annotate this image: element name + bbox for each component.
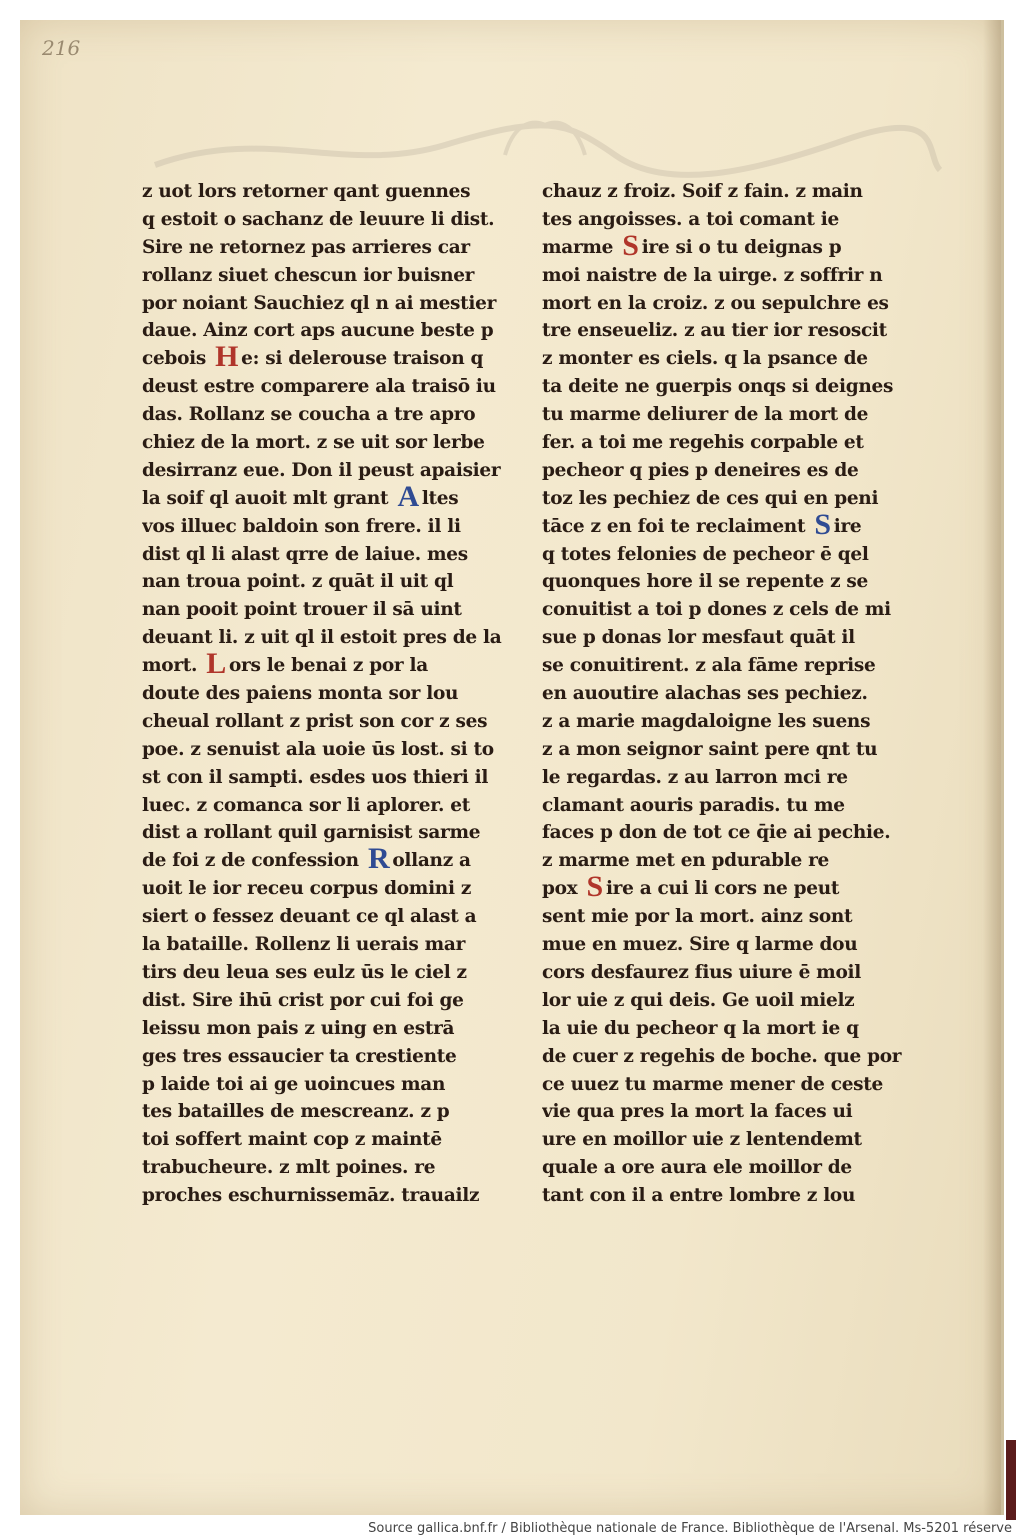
text-line [542, 178, 912, 206]
rubricated-initial: L [206, 652, 227, 681]
line-text: ta deite ne guerpis onqs si deignes [542, 376, 894, 398]
line-text: pecheor q pies p deneires es de [542, 459, 859, 481]
text-line [542, 1098, 912, 1126]
line-text: quale a ore aura ele moillor de [542, 1157, 852, 1179]
text-line [542, 373, 912, 401]
line-text: moi naistre de la uirge. z soffrir n [542, 264, 883, 286]
line-text: ure en moillor uie z lentendemt [542, 1129, 862, 1151]
text-column-left [142, 178, 512, 1210]
text-line [542, 847, 912, 875]
line-text: leissu mon pais z uing en estrā [142, 1017, 455, 1039]
text-line [142, 624, 512, 652]
line-text: ire [833, 515, 862, 537]
line-text: nan pooit point trouer il sā uint [142, 599, 462, 621]
text-line [542, 931, 912, 959]
line-text: ges tres essaucier ta crestiente [142, 1045, 457, 1067]
line-text: chiez de la mort. z se uit sor lerbe [142, 432, 485, 454]
line-text: toi soffert maint cop z maintē [142, 1129, 442, 1151]
text-line [142, 206, 512, 234]
line-prefix: de foi z de confession [142, 850, 365, 872]
rubricated-initial: S [622, 233, 639, 262]
line-text: st con il sampti. esdes uos thieri il [142, 766, 489, 788]
text-line [542, 1182, 912, 1210]
text-line [542, 652, 912, 680]
text-line [542, 568, 912, 596]
line-text: por noiant Sauchiez ql n ai mestier [142, 292, 497, 314]
text-line [142, 513, 512, 541]
line-text: tirs deu leua ses eulz ūs le ciel z [142, 961, 467, 983]
line-text: desirranz eue. Don il peust apaisier [142, 459, 501, 481]
text-line [542, 903, 912, 931]
text-line [142, 736, 512, 764]
text-line [542, 401, 912, 429]
text-line [142, 1098, 512, 1126]
line-text: z a marie magdaloigne les suens [542, 710, 871, 732]
text-line [142, 1043, 512, 1071]
line-prefix: la soif ql auoit mlt grant [142, 487, 395, 509]
text-line [142, 764, 512, 792]
line-text: de cuer z regehis de boche. que por [542, 1045, 902, 1067]
gutter-shadow [983, 20, 1001, 1515]
text-line [542, 1126, 912, 1154]
line-text: proches eschurnissemāz. trauailz [142, 1185, 480, 1207]
line-text: le regardas. z au larron mci re [542, 766, 848, 788]
line-text: tu marme deliurer de la mort de [542, 404, 869, 426]
line-text: tes angoisses. a toi comant ie [542, 208, 839, 230]
text-line [542, 819, 912, 847]
text-line [542, 596, 912, 624]
line-text: z marme met en pdurable re [542, 850, 829, 872]
line-text: dist ql li alast qrre de laiue. mes [142, 543, 468, 565]
line-text: la bataille. Rollenz li uerais mar [142, 934, 466, 956]
line-text: chauz z froiz. Soif z fain. z main [542, 181, 863, 202]
rubricated-initial: S [586, 875, 603, 904]
line-text: ors le benai z por la [229, 655, 428, 677]
line-text: p laide toi ai ge uoincues man [142, 1073, 446, 1095]
line-text: z uot lors retorner qant guennes [142, 181, 471, 202]
line-text: clamant aouris paradis. tu me [542, 794, 845, 816]
text-line [142, 819, 512, 847]
rubricated-initial: R [367, 847, 390, 876]
text-line [142, 1126, 512, 1154]
line-text: daue. Ainz cort aps aucune beste p [142, 320, 494, 342]
text-line [142, 959, 512, 987]
line-text: ire si o tu deignas p [641, 236, 842, 258]
text-line [542, 457, 912, 485]
text-line [542, 317, 912, 345]
text-line [542, 345, 912, 373]
rubricated-initial: S [814, 512, 831, 541]
line-text: cors desfaurez fius uiure ē moil [542, 961, 861, 983]
line-text: ce uuez tu marme mener de ceste [542, 1073, 883, 1095]
line-text: la uie du pecheor q la mort ie q [542, 1017, 859, 1039]
text-line [142, 931, 512, 959]
text-line [142, 1182, 512, 1210]
line-text: quonques hore il se repente z se [542, 571, 869, 593]
line-text: vos illuec baldoin son frere. il li [142, 515, 461, 537]
line-text: poe. z senuist ala uoie ūs lost. si to [142, 738, 494, 760]
text-line [142, 568, 512, 596]
text-line [542, 987, 912, 1015]
line-text: das. Rollanz se coucha a tre apro [142, 404, 476, 426]
line-text: Sire ne retornez pas arrieres car [142, 236, 470, 258]
line-text: ollanz a [392, 850, 471, 872]
text-line [542, 875, 912, 903]
text-line [142, 290, 512, 318]
show-through-decoration [145, 115, 945, 185]
text-line [142, 875, 512, 903]
text-line [142, 373, 512, 401]
line-text: tre enseueliz. z au tier ior resoscit [542, 320, 887, 342]
line-text: rollanz siuet chescun ior buisner [142, 264, 475, 286]
line-text: cheual rollant z prist son cor z ses [142, 710, 488, 732]
line-prefix: pox [542, 878, 584, 900]
text-line [142, 1154, 512, 1182]
text-line [142, 457, 512, 485]
text-line [542, 1071, 912, 1099]
text-line [142, 262, 512, 290]
text-line [142, 401, 512, 429]
text-line [142, 652, 512, 680]
text-line [542, 485, 912, 513]
text-line [142, 680, 512, 708]
line-prefix: marme [542, 236, 620, 258]
text-line [142, 541, 512, 569]
line-text: trabucheure. z mlt poines. re [142, 1157, 436, 1179]
text-line [142, 345, 512, 373]
line-text: q totes felonies de pecheor ē qel [542, 543, 869, 565]
text-line [542, 764, 912, 792]
line-text: mue en muez. Sire q larme dou [542, 934, 858, 956]
line-text: lor uie z qui deis. Ge uoil mielz [542, 989, 855, 1011]
line-text: tes batailles de mescreanz. z p [142, 1101, 450, 1123]
line-prefix: cebois [142, 348, 213, 370]
text-line [142, 1015, 512, 1043]
text-line [142, 178, 512, 206]
text-line [542, 1154, 912, 1182]
text-line [542, 262, 912, 290]
text-line [142, 1071, 512, 1099]
line-text: ltes [421, 487, 459, 509]
text-line [542, 736, 912, 764]
text-line [542, 234, 912, 262]
line-text: conuitist a toi p dones z cels de mi [542, 599, 891, 621]
text-line [142, 317, 512, 345]
text-line [542, 1043, 912, 1071]
text-line [542, 708, 912, 736]
line-text: dist a rollant quil garnisist sarme [142, 822, 481, 844]
text-line [542, 206, 912, 234]
line-text: ire a cui li cors ne peut [605, 878, 840, 900]
text-line [142, 708, 512, 736]
text-line [542, 541, 912, 569]
text-line [142, 429, 512, 457]
line-text: deust estre comparere ala traisō iu [142, 376, 496, 398]
text-line [142, 596, 512, 624]
line-text: toz les pechiez de ces qui en peni [542, 487, 879, 509]
text-line [542, 429, 912, 457]
text-line [542, 624, 912, 652]
line-text: se conuitirent. z ala fāme reprise [542, 655, 876, 677]
text-line [142, 987, 512, 1015]
text-line [142, 847, 512, 875]
text-line [142, 485, 512, 513]
line-text: en auoutire alachas ses pechiez. [542, 683, 868, 705]
text-line [142, 903, 512, 931]
line-text: z monter es ciels. q la psance de [542, 348, 868, 370]
line-text: doute des paiens monta sor lou [142, 683, 459, 705]
text-line [542, 680, 912, 708]
line-text: uoit le ior receu corpus domini z [142, 878, 472, 900]
line-text: sent mie por la mort. ainz sont [542, 906, 853, 928]
text-line [542, 513, 912, 541]
line-text: faces p don de tot ce q̄ie ai pechie. [542, 822, 891, 844]
line-text: siert o fessez deuant ce ql alast a [142, 906, 477, 928]
folio-number: 216 [42, 36, 81, 60]
line-text: q estoit o sachanz de leuure li dist. [142, 208, 495, 230]
source-caption: Source gallica.bnf.fr / Bibliothèque nationale de France. Bibliothèque de l'Arsenal. Ms-5201 réserve [368, 1521, 1012, 1536]
text-line [542, 1015, 912, 1043]
text-line [542, 290, 912, 318]
line-text: nan troua point. z quāt il uit ql [142, 571, 454, 593]
line-prefix: tāce z en foi te reclaiment [542, 515, 812, 537]
line-text: tant con il a entre lombre z lou [542, 1185, 856, 1207]
line-text: vie qua pres la mort la faces ui [542, 1101, 853, 1123]
line-text: deuant li. z uit ql il estoit pres de la [142, 627, 502, 649]
line-text: e: si delerouse traison q [241, 348, 484, 370]
line-text: mort en la croiz. z ou sepulchre es [542, 292, 889, 314]
text-line [542, 792, 912, 820]
rubricated-initial: A [397, 484, 419, 513]
binding-strip [1006, 1440, 1016, 1520]
text-line [542, 959, 912, 987]
line-prefix: mort. [142, 655, 204, 677]
line-text: fer. a toi me regehis corpable et [542, 432, 864, 454]
line-text: luec. z comanca sor li aplorer. et [142, 794, 470, 816]
text-line [142, 234, 512, 262]
rubricated-initial: H [215, 345, 239, 374]
text-line [142, 792, 512, 820]
line-text: sue p donas lor mesfaut quāt il [542, 627, 855, 649]
text-column-right [542, 178, 912, 1210]
line-text: z a mon seignor saint pere qnt tu [542, 738, 878, 760]
line-text: dist. Sire ihū crist por cui foi ge [142, 989, 464, 1011]
